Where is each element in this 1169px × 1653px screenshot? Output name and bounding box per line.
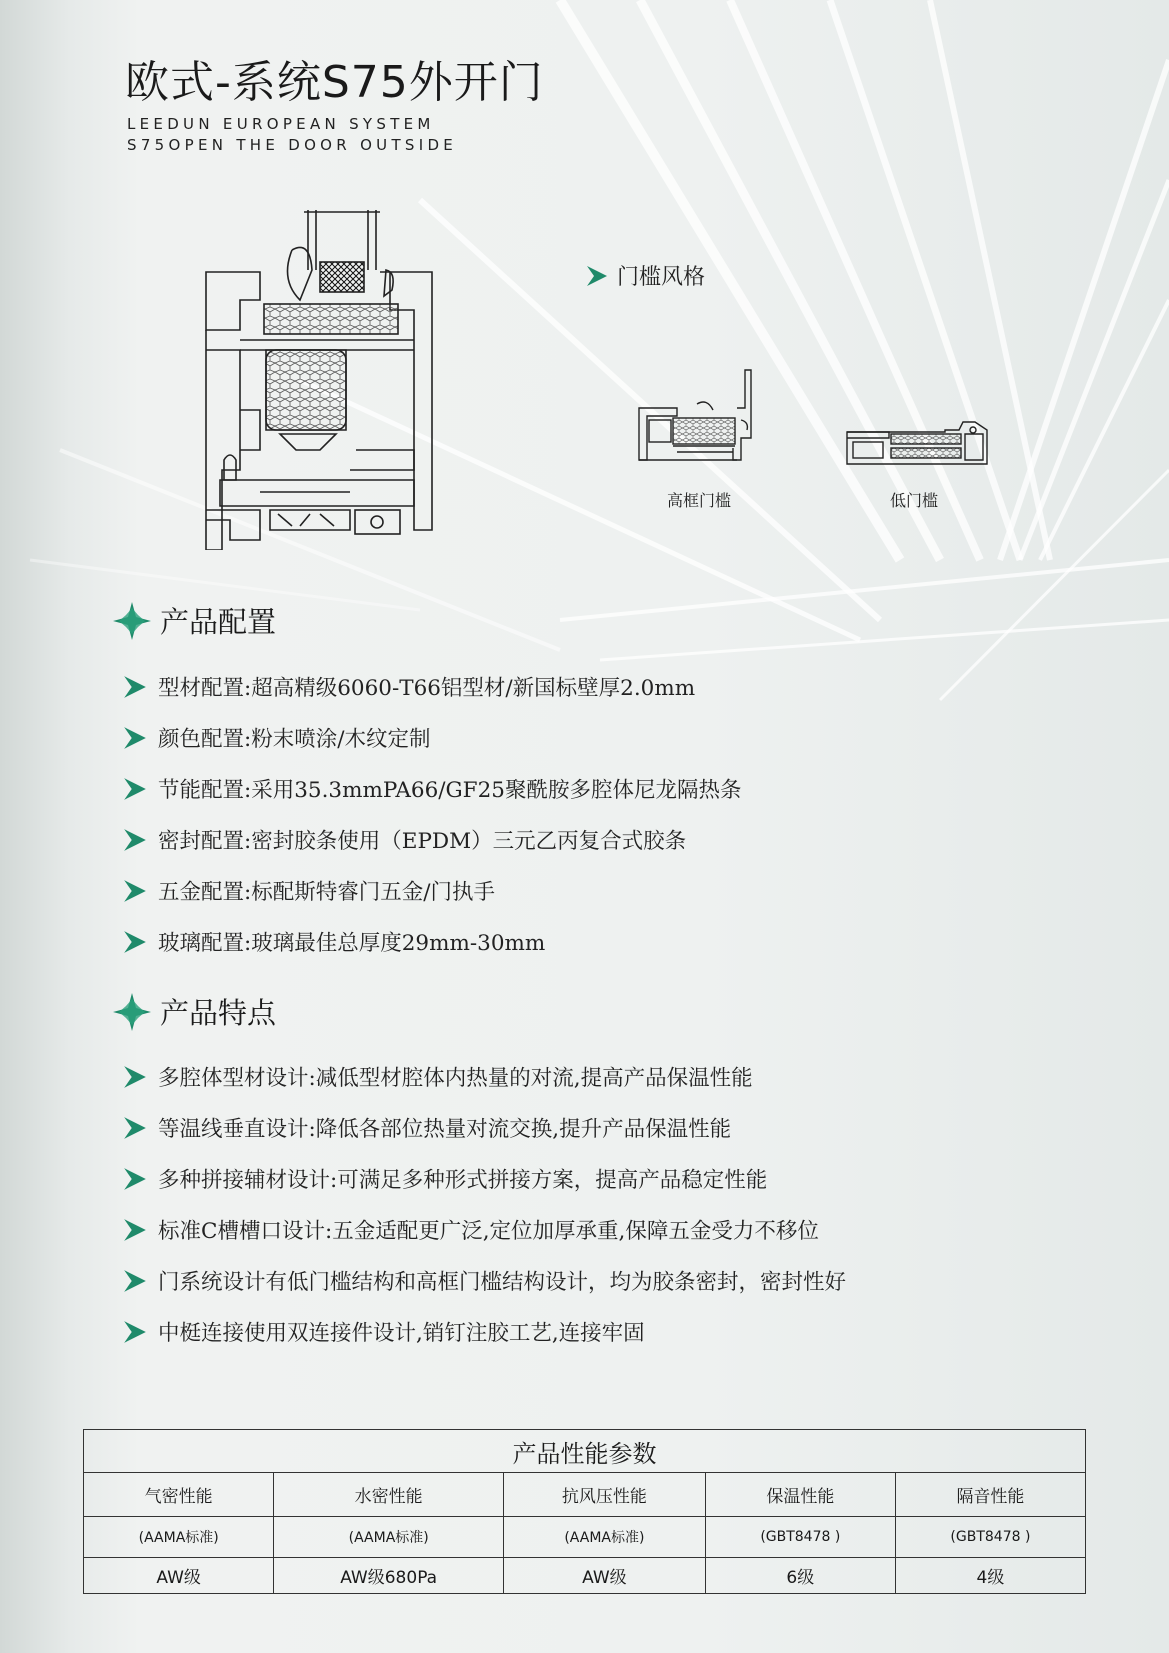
feature-item-text: 等温线垂直设计:降低各部位热量对流交换,提升产品保温性能 — [158, 1117, 732, 1142]
list-item — [122, 1102, 846, 1153]
feature-item-text: 多腔体型材设计:减低型材腔体内热量的对流,提高产品保温性能 — [158, 1066, 753, 1091]
high-frame-threshold-caption: 高框门槛 — [667, 491, 732, 510]
table-row — [84, 1517, 1086, 1558]
config-list — [122, 661, 741, 967]
page-title: 欧式-系统S75外开门 — [125, 57, 544, 108]
chevron-right-icon — [122, 828, 148, 852]
config-section-heading — [112, 600, 276, 641]
list-item — [122, 1051, 846, 1102]
table-cell: 4级 — [895, 1558, 1085, 1594]
list-item — [122, 1153, 846, 1204]
list-item — [122, 763, 741, 814]
table-cell: (AAMA标准) — [274, 1517, 504, 1558]
table-cell: AW级 — [504, 1558, 706, 1594]
feature-item-text: 多种拼接辅材设计:可满足多种形式拼接方案，提高产品稳定性能 — [158, 1168, 768, 1193]
high-frame-threshold-drawing — [637, 368, 767, 464]
table-cell: (GBT8478 ) — [705, 1517, 895, 1558]
list-item — [122, 814, 741, 865]
table-cell: (AAMA标准) — [504, 1517, 706, 1558]
feature-item-text: 标准C槽槽口设计:五金适配更广泛,定位加厚承重,保障五金受力不移位 — [158, 1219, 819, 1244]
config-item-text: 玻璃配置:玻璃最佳总厚度29mm-30mm — [158, 931, 546, 956]
chevron-right-icon — [585, 265, 609, 287]
table-title: 产品性能参数 — [84, 1430, 1086, 1473]
table-title-row — [84, 1430, 1086, 1473]
list-item — [122, 1255, 846, 1306]
performance-table — [83, 1429, 1086, 1594]
table-header-cell: 气密性能 — [84, 1473, 274, 1517]
list-item — [122, 916, 741, 967]
features-list — [122, 1051, 846, 1357]
list-item — [122, 661, 741, 712]
feature-item-text: 门系统设计有低门槛结构和高框门槛结构设计，均为胶条密封，密封性好 — [158, 1270, 847, 1295]
table-cell: AW级 — [84, 1558, 274, 1594]
subtitle-line-1: LEEDUN EUROPEAN SYSTEM — [127, 115, 435, 133]
table-header-cell: 隔音性能 — [895, 1473, 1085, 1517]
page-subtitle — [127, 114, 457, 156]
config-item-text: 密封配置:密封胶条使用（EPDM）三元乙丙复合式胶条 — [158, 829, 687, 854]
table-row — [84, 1473, 1086, 1517]
chevron-right-icon — [122, 777, 148, 801]
chevron-right-icon — [122, 1065, 148, 1089]
low-threshold-drawing — [845, 420, 990, 466]
chevron-right-icon — [122, 1269, 148, 1293]
chevron-right-icon — [122, 1218, 148, 1242]
config-item-text: 五金配置:标配斯特睿门五金/门执手 — [158, 880, 495, 905]
config-item-text: 颜色配置:粉末喷涂/木纹定制 — [158, 727, 431, 752]
threshold-style-heading-label: 门槛风格 — [617, 265, 706, 290]
chevron-right-icon — [122, 930, 148, 954]
feature-item-text: 中梃连接使用双连接件设计,销钉注胶工艺,连接牢固 — [158, 1321, 645, 1346]
table-header-cell: 保温性能 — [705, 1473, 895, 1517]
chevron-right-icon — [122, 879, 148, 903]
table-cell: (GBT8478 ) — [895, 1517, 1085, 1558]
profile-cross-section-drawing — [200, 210, 455, 550]
table-cell: AW级680Pa — [274, 1558, 504, 1594]
config-item-text: 节能配置:采用35.3mmPA66/GF25聚酰胺多腔体尼龙隔热条 — [158, 778, 742, 803]
table-row — [84, 1558, 1086, 1594]
star-icon — [112, 601, 152, 641]
config-item-text: 型材配置:超高精级6060-T66铝型材/新国标壁厚2.0mm — [158, 676, 696, 701]
table-header-cell: 抗风压性能 — [504, 1473, 706, 1517]
list-item — [122, 1204, 846, 1255]
subtitle-line-2: S75OPEN THE DOOR OUTSIDE — [127, 136, 458, 154]
list-item — [122, 1306, 846, 1357]
list-item — [122, 712, 741, 763]
threshold-style-heading — [585, 260, 705, 291]
chevron-right-icon — [122, 1320, 148, 1344]
table-cell: (AAMA标准) — [84, 1517, 274, 1558]
chevron-right-icon — [122, 1116, 148, 1140]
chevron-right-icon — [122, 675, 148, 699]
table-header-cell: 水密性能 — [274, 1473, 504, 1517]
list-item — [122, 865, 741, 916]
chevron-right-icon — [122, 726, 148, 750]
features-section-heading — [112, 991, 276, 1032]
star-icon — [112, 992, 152, 1032]
features-section-title: 产品特点 — [160, 996, 277, 1030]
table-cell: 6级 — [705, 1558, 895, 1594]
config-section-title: 产品配置 — [160, 605, 277, 639]
chevron-right-icon — [122, 1167, 148, 1191]
low-threshold-caption: 低门槛 — [890, 491, 939, 510]
